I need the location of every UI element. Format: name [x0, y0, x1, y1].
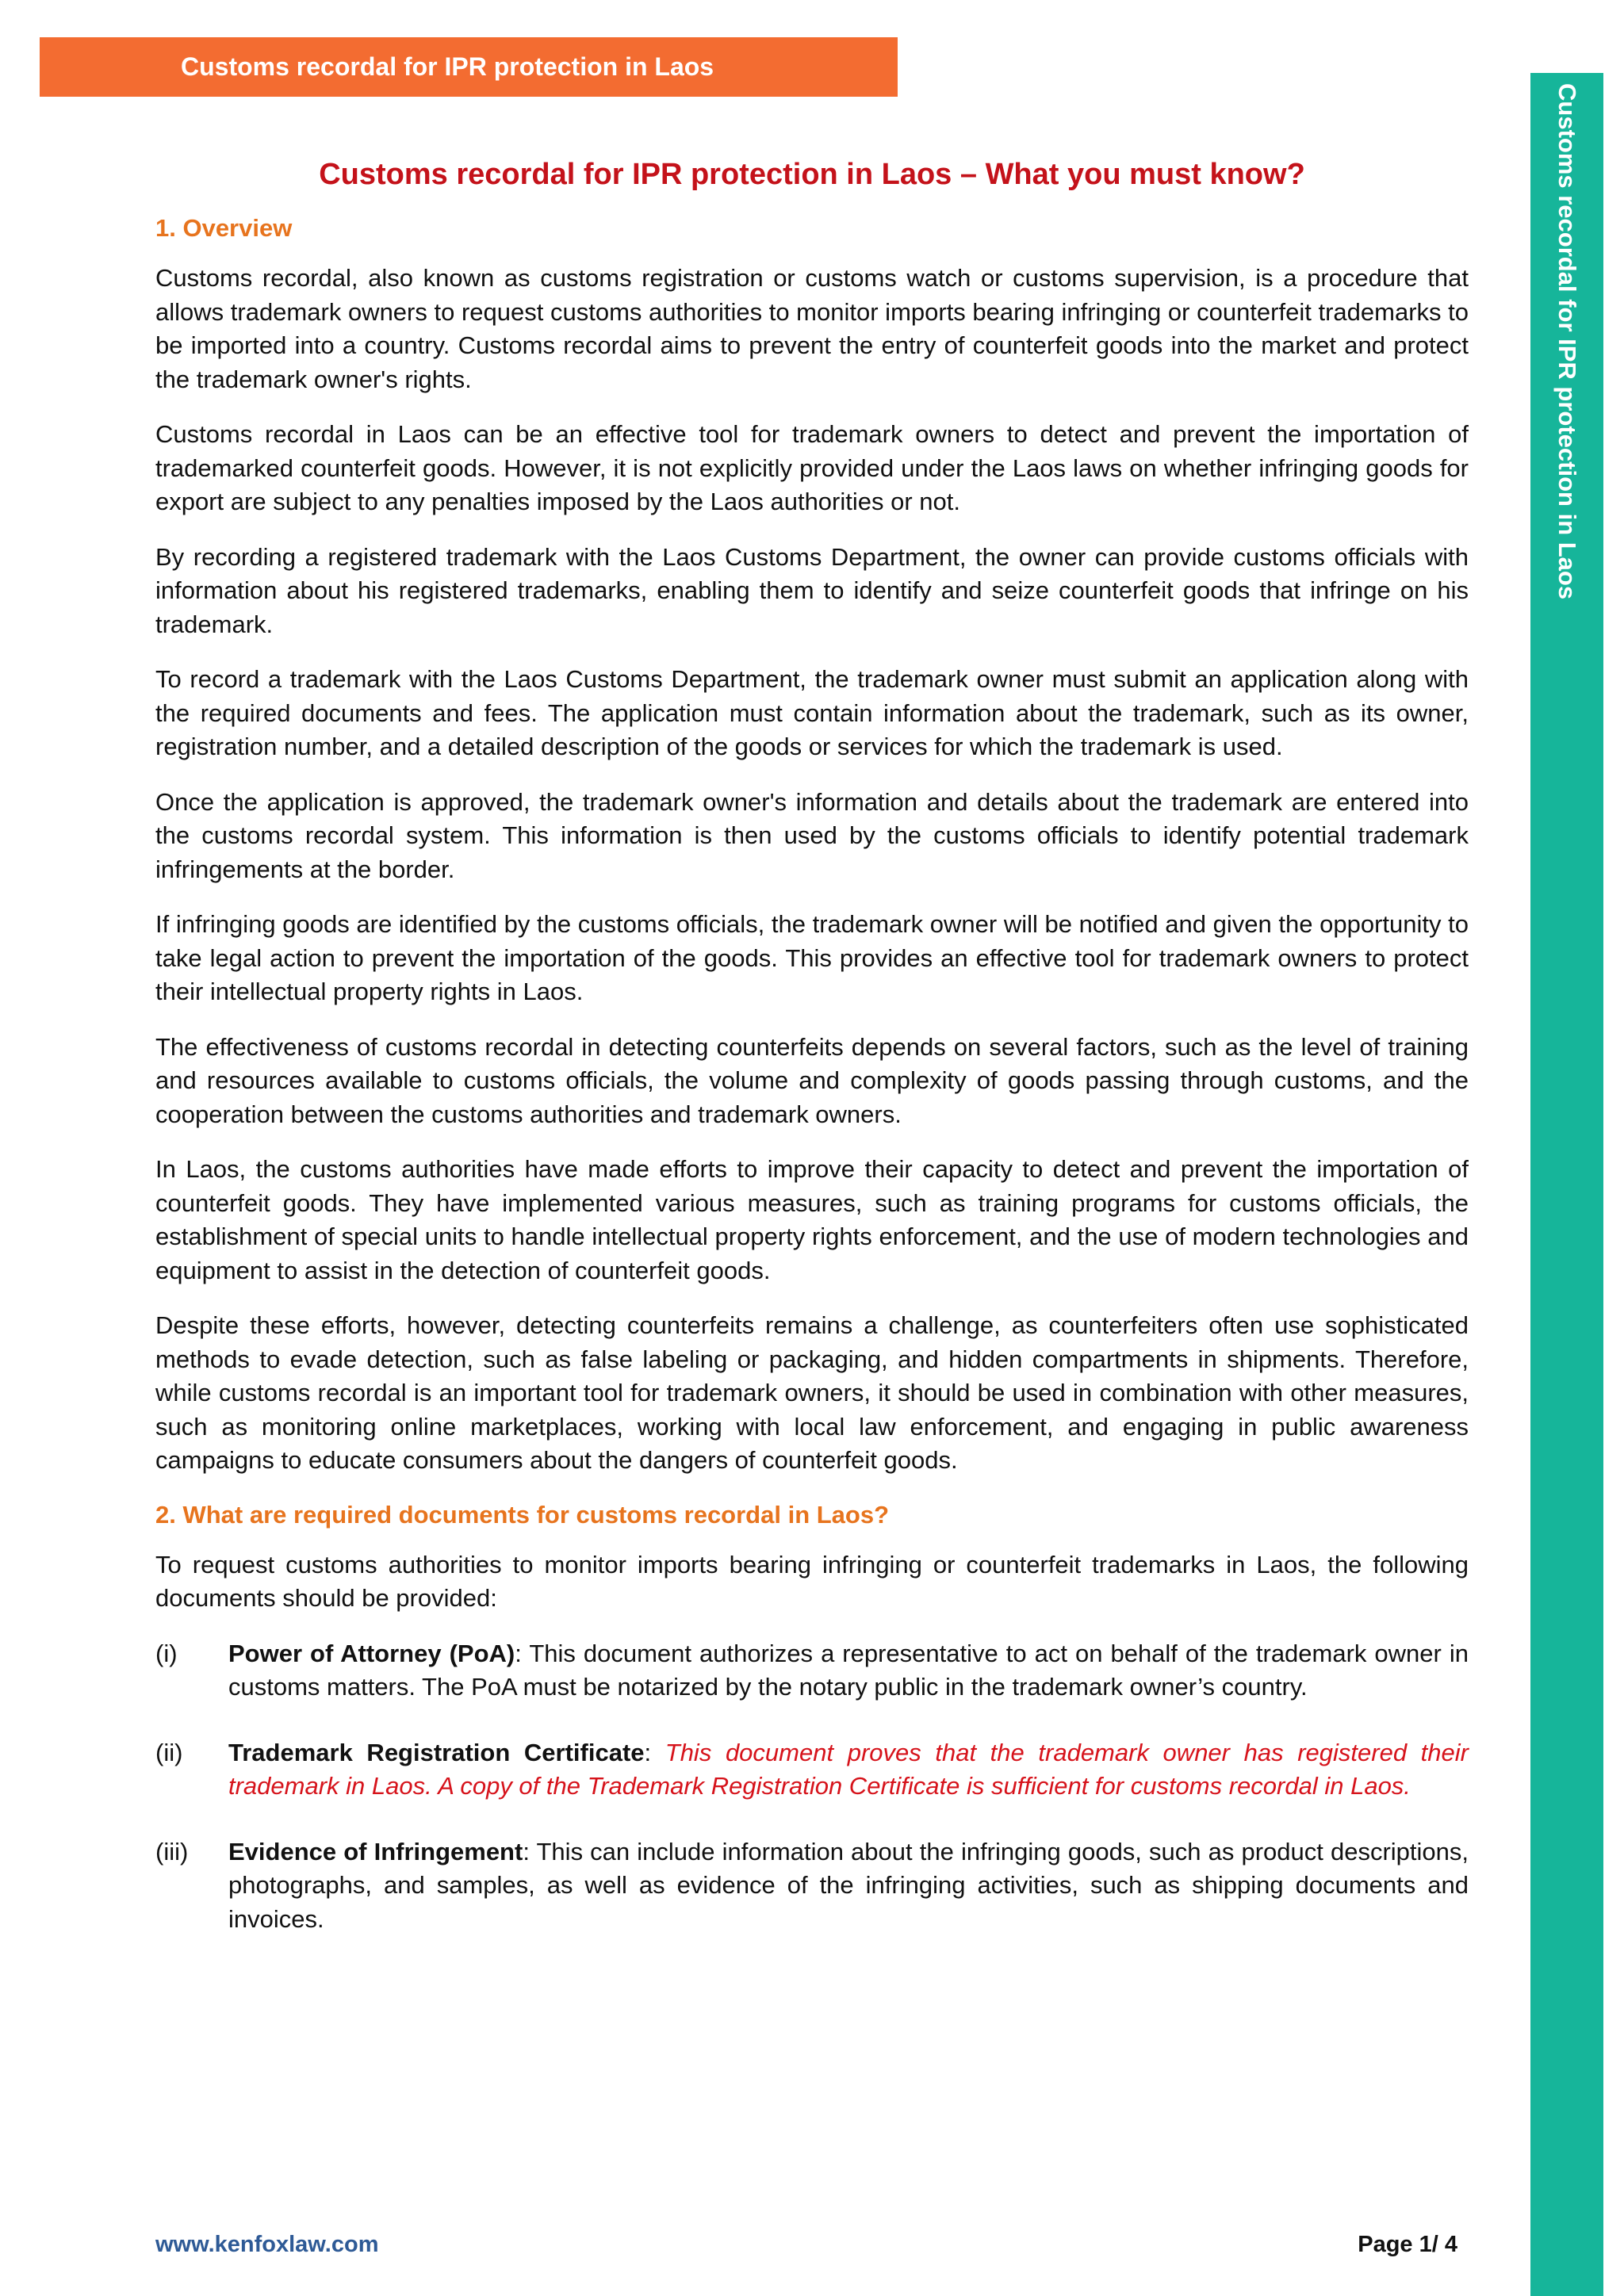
paragraph: If infringing goods are identified by the customs officials, the trademark owner will be notified and given the opportunity to take legal action to prevent the importation of the goods. This provides an effective tool for trademark owners to protect their intellectual property rights in Laos.	[155, 910, 1469, 1005]
paragraph: In Laos, the customs authorities have made efforts to improve their capacity to detect and prevent the importation of counterfeit goods. They have implemented various measures, such as training programs for customs officials, the establishment of special units to handle intellectual property rights enforcement, and the use of modern technologies and equipment to assist in the detection of counterfeit goods.	[155, 1155, 1469, 1284]
item-number: (iii)	[155, 1837, 189, 1866]
section-2-intro: To request customs authorities to monitor imports bearing infringing or counterfeit trademarks in Laos, the following documents should be provided:	[155, 1550, 1469, 1612]
section-2-title: 2. What are required documents for customs recordal in Laos?	[155, 1500, 890, 1529]
document-heading: Customs recordal for IPR protection in Laos – What you must know?	[319, 158, 1305, 191]
paragraph: Despite these efforts, however, detecting counterfeits remains a challenge, as counterfeiters often use sophisticated methods to evade detection, such as false labeling or packaging, and hidden compartments in shipments. Therefore, while customs recordal is an important tool for trademark owners, it should be used in combination with other measures, such as monitoring online marketplaces, working with local law enforcement, and engaging in public awareness campaigns to educate consumers about the dangers of counterfeit goods.	[155, 1311, 1469, 1474]
item-body	[228, 1736, 1469, 1804]
document-list-item	[155, 1736, 1469, 1804]
document-list-item	[155, 1637, 1469, 1705]
paragraph: Customs recordal, also known as customs registration or customs watch or customs supervision, is a procedure that allows trademark owners to request customs authorities to monitor imports bearing infringing or counterfeit trademarks to be imported into a country. Customs recordal aims to prevent the entry of counterfeit goods into the market and protect the trademark owner's rights.	[155, 264, 1469, 393]
paragraph: Customs recordal in Laos can be an effective tool for trademark owners to detect and prevent the importation of trademarked counterfeit goods. However, it is not explicitly provided under the Laos laws on whether infringing goods for export are subject to any penalties imposed by the Laos authorities or not.	[155, 420, 1469, 515]
paragraph: The effectiveness of customs recordal in detecting counterfeits depends on several factors, such as the level of training and resources available to customs officials, the volume and complexity of goods passing through customs, and the cooperation between the customs authorities and trademark owners.	[155, 1032, 1469, 1128]
item-term: Trademark Registration Certificate	[228, 1738, 645, 1766]
item-separator: :	[523, 1837, 530, 1866]
item-text: This document authorizes a representative to act on behalf of the trademark owner in customs matters. The PoA must be notarized by the notary public in the trademark owner’s country.	[228, 1639, 1469, 1701]
item-separator: :	[515, 1639, 522, 1667]
item-text: This can include information about the infringing goods, such as product descriptions, photographs, and samples, as well as evidence of the infringing activities, such as shipping documents and invoices.	[228, 1837, 1469, 1933]
item-body	[228, 1637, 1469, 1705]
paragraph: To record a trademark with the Laos Customs Department, the trademark owner must submit an application along with the required documents and fees. The application must contain information about the trademark, such as its owner, registration number, and a detailed description of the goods or services for which the trademark is used.	[155, 665, 1469, 760]
paragraph: Once the application is approved, the trademark owner's information and details about the trademark are entered into the customs recordal system. This information is then used by the customs officials to identify potential trademark infringements at the border.	[155, 787, 1469, 883]
document-list-item	[155, 1835, 1469, 1937]
top-banner-title: Customs recordal for IPR protection in Laos	[181, 52, 714, 81]
footer-website-link[interactable]: www.kenfoxlaw.com	[155, 2232, 379, 2257]
footer-page-number: Page 1/ 4	[1358, 2232, 1457, 2257]
item-term: Power of Attorney (PoA)	[228, 1639, 515, 1667]
item-number: (i)	[155, 1639, 178, 1667]
document-body	[155, 155, 1469, 1968]
top-banner	[40, 37, 898, 97]
item-body	[228, 1835, 1469, 1937]
item-number: (ii)	[155, 1738, 183, 1766]
side-bar-title: Customs recordal for IPR protection in Laos	[1553, 83, 1581, 600]
item-separator: :	[644, 1738, 652, 1766]
section-1-title: 1. Overview	[155, 214, 293, 242]
item-text-highlighted: This document proves that the trademark owner has registered their trademark in Laos. A copy of the Trademark Registration Certificate is sufficient for customs recordal in Laos.	[228, 1738, 1469, 1800]
item-term: Evidence of Infringement	[228, 1837, 523, 1866]
paragraph: By recording a registered trademark with the Laos Customs Department, the owner can provide customs officials with information about his registered trademarks, enabling them to identify and seize counterfeit goods that infringe on his trademark.	[155, 542, 1469, 638]
